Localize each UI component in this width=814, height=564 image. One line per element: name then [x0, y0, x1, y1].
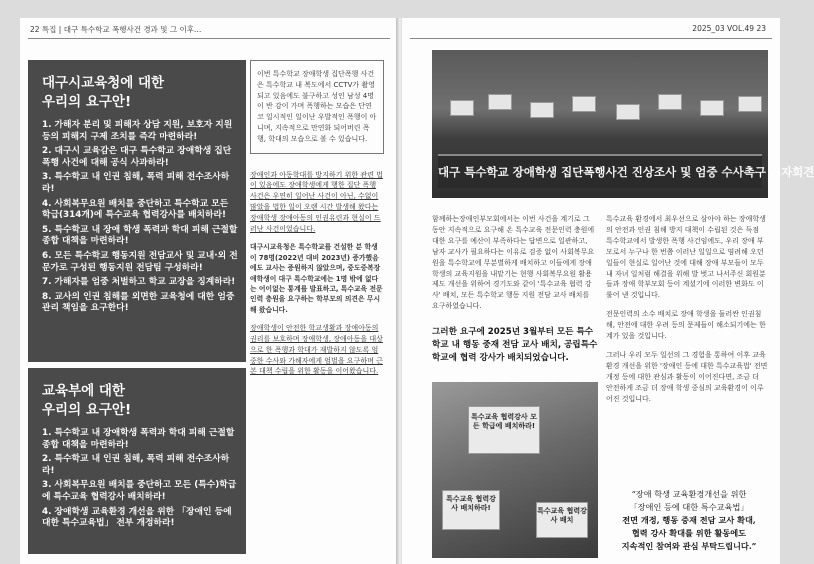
demands-box-ministry	[28, 368, 246, 554]
demands-title-line: 대구시교육청에 대한	[42, 75, 165, 91]
quote-line: 지속적인 참여와 관심 부탁드립니다.”	[621, 541, 757, 551]
sidebar-text	[250, 170, 384, 378]
header-rule	[410, 38, 772, 39]
sidebar-intro-box: 이번 특수학교 장애학생 집단폭행 사건은 특수학교 내 복도에서 CCTV가 촬영되고 있음에도 불구하고 성인 남성 4명이 반 감이 가며 폭행하는 모습은 단연코 일시적인 일이난 우발적인 폭행이 아니며, 지속적으로 만연화 되어버린 폭행, 학대의 모습으로 볼 수 있습니다.	[250, 60, 384, 154]
demand-item: 6. 모든 특수학교 행동지원 전담교사 및 교내·외 전문가로 구성된 행동지원 전담팀 구성하라!	[42, 250, 238, 273]
demand-item: 7. 가해자를 엄중 처벌하고 학교 교장을 징계하라!	[42, 277, 236, 288]
demands-title-line: 교육부에 대한	[42, 383, 125, 399]
demand-item: 1. 특수학교 내 장애학생 폭력과 학대 피해 근절할 종합 대책을 마련하라!	[42, 428, 235, 450]
sidebar-paragraph: 장애학생이 안전한 학교생활과 장애아동의 권리를 보호하며 장애학생, 장애아동을 대상으로 한 폭행과 학대가 재발하지 않도록 엄중한 수사와 가해자에게 엄벌을 요구하며 근본 대책 수립을 위한 활동을 이어왔습니다.	[250, 324, 383, 376]
placard	[488, 94, 512, 110]
article-paragraph: 특수교육 환경에서 최우선으로 삼아야 하는 장애학생의 안전과 인권 침해 방지 대책이 수립된 것은 득점 특수학교에서 발생한 폭행 사건임에도, 우리 장애 부모로서 누구나 한 번쯤 이러난 일일으로 염려해 오던 일들이 현실로 일어난 것에 대해 장애 부모들이 모두 내 자녀 일처럼 해결을 위해 발 벗고 나서주신 회원분들과 장애 학부모회 등이 계셨기에 이러한 변화도 이룰어 낸 것입니다.	[606, 215, 766, 300]
sidebar-paragraph: 대구시교육청은 특수학교를 건설한 분 학생이 78명(2022년 대비 2023년) 증가했음에도 교사는 증원하지 않았으며, 중도중복장애학생이 대구 특수학교에는 1명 밖에 없다는 어이없는 통계를 발표하고, 특수교육 전문인력 충원을 요구하는 학부모의 의견은 무시해 왔습니다.	[250, 243, 383, 314]
quote-line: 「장애인 등에 대한 특수교육법」	[629, 502, 749, 512]
demand-item: 3. 특수학교 내 인권 침해, 폭력 피해 전수조사하라!	[42, 172, 230, 194]
demand-item: 3. 사회복무요원 배치를 중단하고 모든 (특수)학급에 특수교육 협력강사 배치하라!	[42, 480, 237, 502]
demands-title	[28, 60, 246, 112]
right-page-header: 2025_03 VOL.49 23	[692, 24, 766, 33]
protest-sign: 특수교육 협력강사 배치	[536, 502, 588, 538]
placard	[530, 102, 554, 118]
demand-item: 2. 대구시 교육감은 대구 특수학교 장애학생 집단 폭행 사건에 대해 공식 사과하라!	[42, 146, 232, 168]
demand-item: 4. 사회복무요원 배치를 중단하고 특수학교 모든 학급(314개)에 특수교육 협력강사를 배치하라!	[42, 198, 229, 221]
demands-box-education-office	[28, 60, 246, 362]
demands-title	[28, 368, 246, 420]
article-paragraph: 그러나 우리 모두 일선의 그 경험을 통하여 이후 교육환경 개선을 위한 '장애인 등에 대한 특수교육법' 전면 개정 등에 대한 관심과 활동이 이어진다면, 조금 더 안전하게 조금 더 장애 학생 중심의 교육환경이 이루어진 것입니다.	[606, 350, 768, 403]
protest-photo	[432, 382, 598, 558]
closing-quote	[606, 488, 772, 553]
right-page	[402, 18, 814, 564]
demand-item: 8. 교사의 인권 침해를 외면한 교육청에 대한 엄중 관리 책임을 요구한다!	[42, 291, 235, 314]
sidebar-paragraph: 장애인과 아동학대를 방지하기 위한 관련 법이 있음에도 장애학생에게 행한 집단 폭행 사건은 우연히 일어난 사건이 아닌, 수없이 많았을 법한 일이 오랜 시간 발생해 왔다는 장애학생 장애아동의 인권유린과 현실이 드러난 사건이었습니다.	[250, 170, 383, 233]
left-page-header: 22 특집 | 대구 특수학교 폭행사건 경과 및 그 이후…	[30, 25, 202, 34]
placard	[700, 100, 724, 116]
press-conference-photo	[432, 50, 814, 198]
article-paragraph: 함께하는장애인부모회에서는 이번 사건을 계기로 그동안 지속적으로 요구해 온 특수교육 전문인력 충원에 대한 요구를 예산이 부족하다는 답변으로 일관하고, 남자 교사가 필요하다는 이유로 검증 없이 사회복무요원을 특수학교에 무분별하게 배치하고 이들에게 장애 학생의 교육지원을 내맡기는 현행 사회복무요원 활용 제도 개선을 위하여 경기도와 같이 '특수교육 협력 강사' 배치, 모든 특수학교 행동 지원 전담 교사 배치를 요구하였습니다.	[432, 215, 595, 311]
article-column-2	[606, 214, 768, 413]
sidebar-column	[250, 60, 384, 385]
placard	[658, 94, 682, 110]
demands-title-line: 우리의 요구안!	[42, 402, 132, 418]
crowd-placards	[432, 70, 768, 150]
demand-item: 2. 특수학교 내 인권 침해, 폭력 피해 전수조사하라!	[42, 454, 230, 476]
demands-list	[42, 428, 238, 530]
quote-line: “장애 학생 교육환경개선을 위한	[631, 489, 747, 499]
article-paragraph: 전문인력의 소수 배치로 장애 학생을 둘러싼 인권침해, 안전에 대한 우려 등의 문제들이 해소되기에는 한계가 있을 것입니다.	[606, 310, 766, 341]
placard	[616, 104, 640, 120]
header-rule	[28, 38, 390, 39]
protest-sign: 특수교육 협력강사 배치하라!	[442, 490, 500, 530]
demands-list	[42, 120, 238, 315]
quote-line: 협력 강사 확대를 위한 활동에도	[631, 528, 747, 538]
press-conference-banner: 대구 특수학교 장애학생 집단폭행사건 진상조사 및 엄중 수사촉구 기자회견	[438, 154, 762, 188]
article-lead-statement: 그러한 요구에 2025년 3월부터 모든 특수학교 내 행동 중재 전담 교사 배치, 공립특수학교에 협력 강사가 배치되었습니다.	[432, 327, 598, 363]
left-page	[20, 18, 398, 564]
demand-item: 4. 장애학생 교육환경 개선을 위한 「장애인 등에 대한 특수교육법」 전부 개정하라!	[42, 506, 232, 529]
placard	[450, 100, 474, 116]
article-column-1	[432, 214, 596, 320]
demands-title-line: 우리의 요구안!	[42, 94, 132, 110]
demand-item: 1. 가해자 분리 및 피해자 상담 지원, 보호자 지원 등의 피해지 구제 조치를 즉각 마련하라!	[42, 120, 233, 142]
placard	[572, 96, 596, 112]
demand-item: 5. 특수학교 내 장애 학생 폭력과 학대 피해 근절할 종합 대책을 마련하라!	[42, 224, 238, 247]
protest-sign: 특수교육 협력강사 모든 학급에 배치하라!	[468, 406, 540, 454]
placard	[738, 96, 762, 112]
quote-line: 전면 개정, 행동 중재 전담 교사 확대,	[622, 515, 756, 525]
